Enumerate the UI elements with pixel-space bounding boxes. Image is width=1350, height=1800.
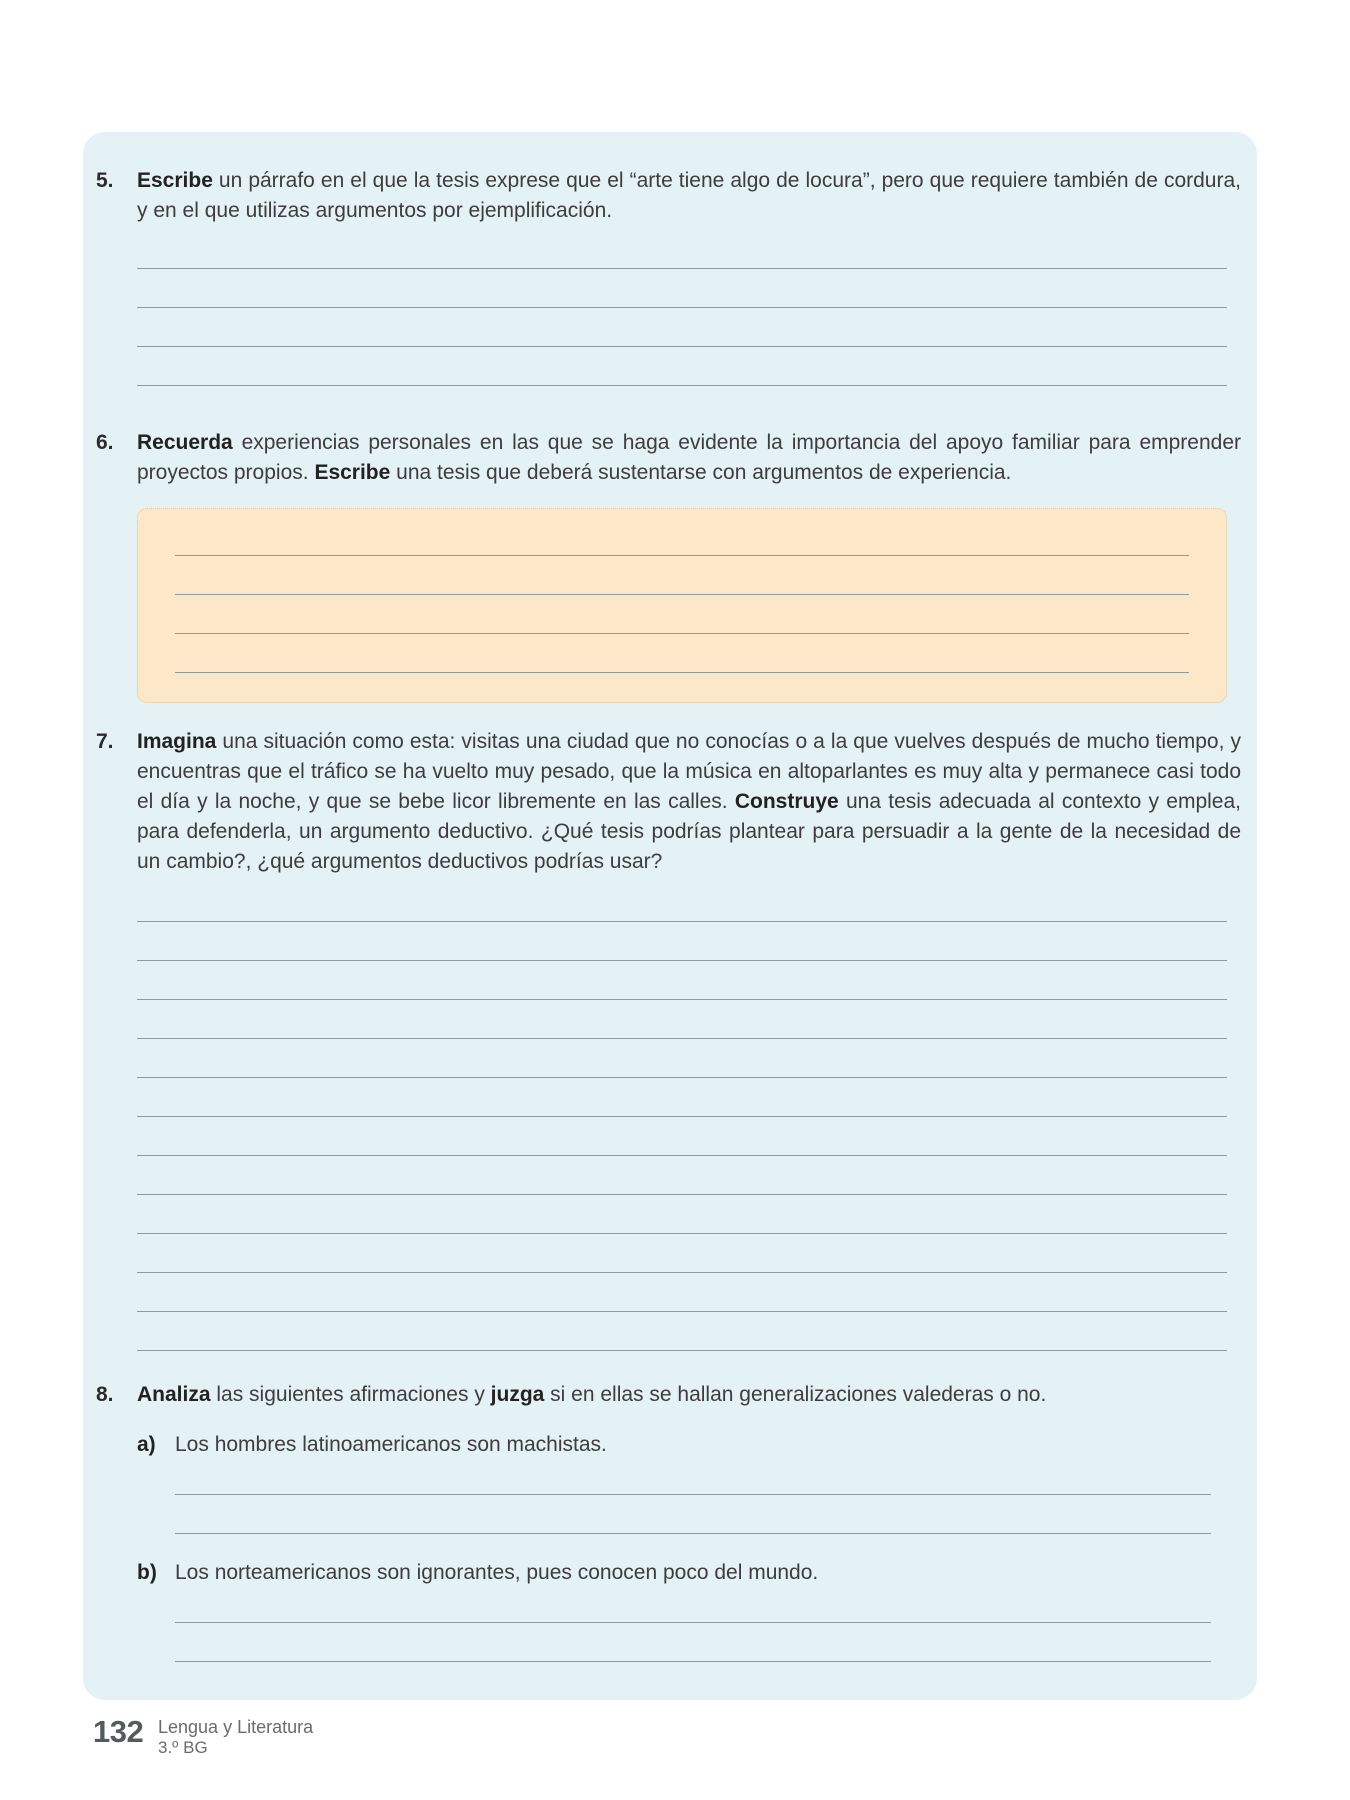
question-body: una tesis adecuada al contexto y emplea, para defenderla, un argumento deductivo. ¿Qué tesis podrías plantear para persuadir a la gente de la necesidad de un cambio?, ¿qué argumentos deductivos podrías usar? (137, 790, 1241, 873)
answer-line[interactable] (137, 307, 1227, 308)
question-body: un párrafo en el que la tesis exprese que el “arte tiene algo de locura”, pero que requiere también de cordura, y en el que utilizas argumentos por ejemplificación. (137, 169, 1241, 222)
question-text (137, 428, 1241, 488)
sub-question-text: Los norteamericanos son ignorantes, pues conocen poco del mundo. (175, 1561, 819, 1584)
question-8 (96, 1380, 1241, 1410)
question-number: 6. (96, 431, 114, 454)
instruction-verb: Imagina (137, 730, 217, 753)
question-body: las siguientes afirmaciones y (210, 1383, 491, 1406)
answer-line[interactable] (137, 268, 1227, 269)
answer-line[interactable] (175, 555, 1189, 556)
page-number: 132 (93, 1714, 144, 1749)
answer-line[interactable] (175, 1661, 1211, 1662)
answer-line[interactable] (175, 1533, 1211, 1534)
answer-line[interactable] (137, 1116, 1227, 1117)
question-number: 5. (96, 169, 114, 192)
question-body: si en ellas se hallan generalizaciones valederas o no. (544, 1383, 1047, 1406)
answer-line[interactable] (137, 1038, 1227, 1039)
sub-question-label: b) (137, 1561, 157, 1584)
activity-panel (83, 132, 1257, 1700)
book-subject: Lengua y Literatura (158, 1717, 314, 1737)
sub-question-b (137, 1558, 818, 1588)
instruction-verb: Recuerda (137, 431, 233, 454)
instruction-verb: Escribe (137, 169, 213, 192)
question-6 (96, 428, 1241, 488)
sub-question-label: a) (137, 1433, 156, 1456)
instruction-verb: Escribe (314, 461, 391, 484)
answer-line[interactable] (137, 999, 1227, 1000)
question-7 (96, 727, 1241, 877)
instruction-verb: Construye (734, 790, 839, 813)
answer-line[interactable] (175, 672, 1189, 673)
answer-line[interactable] (175, 633, 1189, 634)
answer-line[interactable] (137, 1350, 1227, 1351)
answer-line[interactable] (137, 921, 1227, 922)
answer-box (137, 508, 1227, 703)
question-text (137, 1380, 1241, 1410)
question-5 (96, 166, 1241, 226)
answer-line[interactable] (137, 1311, 1227, 1312)
answer-line[interactable] (137, 960, 1227, 961)
answer-line[interactable] (137, 1155, 1227, 1156)
instruction-verb: Analiza (137, 1383, 211, 1406)
answer-line[interactable] (175, 594, 1189, 595)
answer-line[interactable] (137, 385, 1227, 386)
question-text (137, 166, 1241, 226)
instruction-verb: juzga (490, 1383, 545, 1406)
answer-line[interactable] (175, 1622, 1211, 1623)
question-body: una tesis que deberá sustentarse con argumentos de experiencia. (390, 461, 1012, 484)
question-body: una situación como esta: visitas una ciudad que no conocías o a la que vuelves después de mucho tiempo, y encuentras que el tráfico se ha vuelto muy pesado, que la música en altoparlantes es muy alta y permanece casi todo el día y la noche, y que se bebe licor libremente en las calles. (137, 730, 1241, 813)
answer-line[interactable] (137, 1272, 1227, 1273)
answer-line[interactable] (137, 1233, 1227, 1234)
answer-line[interactable] (137, 1077, 1227, 1078)
question-number: 8. (96, 1383, 114, 1406)
sub-question-a (137, 1430, 607, 1460)
answer-line[interactable] (137, 1194, 1227, 1195)
question-body: experiencias personales en las que se haga evidente la importancia del apoyo familiar para emprender proyectos propios. (137, 431, 1241, 484)
question-number: 7. (96, 730, 114, 753)
answer-line[interactable] (137, 346, 1227, 347)
book-grade: 3.º BG (158, 1738, 208, 1757)
answer-line[interactable] (175, 1494, 1211, 1495)
sub-question-text: Los hombres latinoamericanos son machistas. (175, 1433, 607, 1456)
question-text (137, 727, 1241, 877)
